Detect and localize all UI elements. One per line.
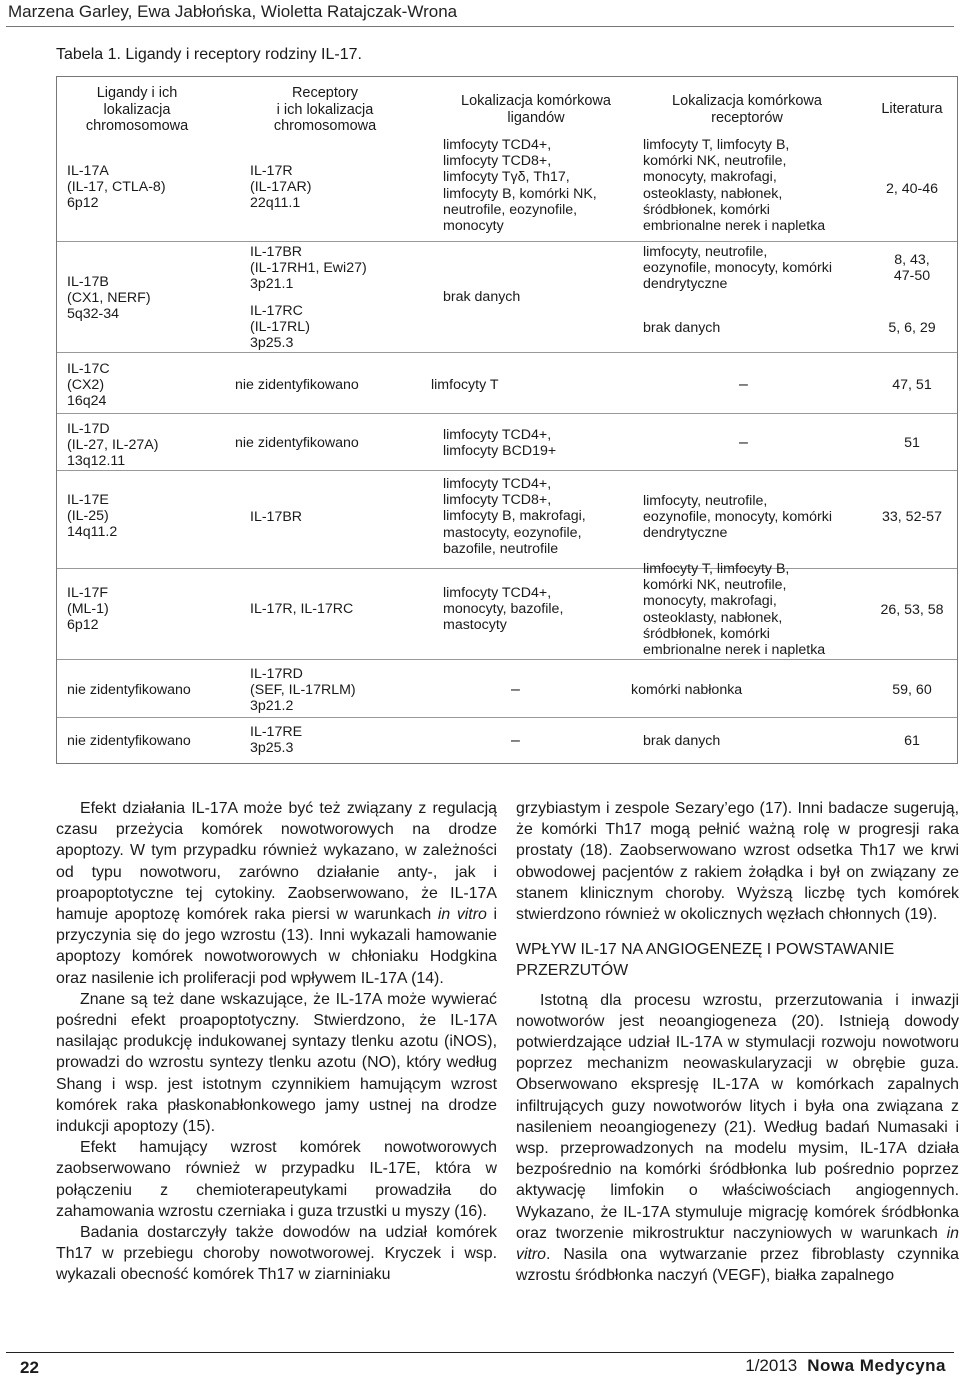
italic-term: in vitro: [516, 1224, 959, 1264]
literature-b2: 5, 6, 29: [888, 320, 936, 336]
page-number: 22: [20, 1358, 39, 1377]
literature-e: 33, 52-57: [882, 509, 942, 525]
body-column-left: [56, 798, 497, 1286]
receptor-il17br-e: IL-17BR: [250, 509, 303, 525]
receptor-il17br: IL-17BR (IL-17RH1, Ewi27) 3p21.1: [250, 244, 367, 293]
row-divider: [57, 470, 957, 471]
receptor-il17rd: IL-17RD (SEF, IL-17RLM) 3p21.2: [250, 666, 356, 715]
literature-a: 2, 40-46: [885, 181, 939, 197]
paragraph-text: Istotną dla procesu wzrostu, przerzutowania i inwazji nowotworów jest neoangiogeneza (20). Istnieją dowody potwierdzające udział IL-17A w stymulacji rozwoju nowotworu poprzez mechanizm neowaskularyzacji w obrębie guza. Obserwowano ekspresję IL-17A w komórkach zapalnych infiltrujących guzy nowotworów litych i była ona związana z nasileniem neoangiogenezy (21). Według badań Numasaki i wsp. przeprowadzonych na modelu mysim, IL-17A działa bezpośrednio na komórki śródbłonka lub pośrednio poprzez aktywację limfokin o właściwościach angiogennych. Wykazano, że IL-17A stymuluje migrację komórek śródbłonka oraz tworzenie mikrostruktur naczyniowych w warunkach: [516, 991, 959, 1242]
receptor-il17re: IL-17RE 3p25.3: [250, 724, 303, 757]
paragraph-text: . Nasila ona wytwarzanie przez fibroblasty czynnika wzrostu śródbłonka naczyń (VEGF), białka zapalnego: [516, 1246, 959, 1285]
paragraph: Badania dostarczyły także dowodów na udział komórek Th17 w przebiegu choroby nowotworowej. Kryczek i wsp. wykazali obecność komórek Th17 w ziarniniaku: [56, 1224, 497, 1284]
paragraph: [516, 990, 959, 1287]
receptor-il17rc: IL-17RC (IL-17RL) 3p25.3: [250, 303, 310, 352]
journal-footer: [745, 1356, 946, 1376]
literature-d: 51: [904, 435, 920, 451]
literature-h: 61: [904, 733, 920, 749]
ligand-receptor-table: [56, 76, 958, 764]
ligand-localization-a: limfocyty TCD4+, limfocyty TCD8+, limfocyty Tγδ, Th17, limfocyty B, komórki NK, neutrofile, eozynofile, monocyty: [443, 137, 597, 235]
receptor-localization-d: –: [739, 434, 748, 451]
receptor-localization-h: brak danych: [643, 733, 721, 749]
row-divider: [57, 241, 957, 242]
paragraph: [56, 798, 497, 989]
literature-c: 47, 51: [892, 377, 932, 393]
receptor-localization-e: limfocyty, neutrofile, eozynofile, monocyty, komórki dendrytyczne: [643, 493, 832, 542]
ligand-il17d: IL-17D (IL-27, IL-27A) 13q12.11: [67, 421, 159, 470]
ligand-localization-e: limfocyty TCD4+, limfocyty TCD8+, limfocyty B, makrofagi, mastocyty, eozynofile, bazofile, neutrofile: [443, 476, 586, 557]
ligand-localization-h: –: [511, 732, 520, 749]
ligand-il17e: IL-17E (IL-25) 14q11.2: [67, 492, 118, 541]
paragraph: Znane są też dane wskazujące, że IL-17A może wywierać pośredni efekt proapoptotyczny. Stwierdzono, że IL-17A nasilając produkcję indukowanej syntazy tlenku azotu (iNOS), prowadzi do wzrostu syntezy tlenku azotu (NO), który według Shang i wsp. jest istotnym czynnikiem hamującym wzrost komórek raka płaskonabłonkowego jamy ustnej na drodze indukcji apoptozy (15).: [56, 990, 497, 1136]
header-receptors: Receptory i ich lokalizacja chromosomowa: [273, 85, 377, 134]
ligand-localization-b: brak danych: [443, 289, 521, 305]
table-caption: Tabela 1. Ligandy i receptory rodziny IL-17.: [56, 46, 362, 63]
receptor-localization-a: limfocyty T, limfocyty B, komórki NK, neutrofile, monocyty, makrofagi, osteoklasty, nabłonek, śródbłonek, komórki embrionalne nerek i napletka: [643, 137, 826, 235]
ligand-il17a: IL-17A (IL-17, CTLA-8) 6p12: [67, 163, 166, 212]
ligand-unidentified-2: nie zidentyfikowano: [67, 733, 191, 749]
row-divider: [57, 352, 957, 353]
header-literature: Literatura: [881, 101, 943, 117]
running-header-authors: Marzena Garley, Ewa Jabłońska, Wioletta Ratajczak-Wrona: [8, 2, 458, 21]
paragraph-text: Efekt działania IL-17A może być też związany z regulacją czasu przeżycia komórek nowotworowych na drodze apoptozy. W tym przypadku również wykazano, w zależności od typu nowotworu, zarówno działanie anty-, jak i proapoptotyczne tej cytokiny. Zaobserwowano, że IL-17A hamuje apoptozę komórek raka piersi w warunkach: [56, 800, 497, 924]
header-receptor-localization: Lokalizacja komórkowa receptorów: [672, 93, 822, 126]
header-ligands: Ligandy i ich lokalizacja chromosomowa: [85, 85, 189, 134]
ligand-localization-f: limfocyty TCD4+, monocyty, bazofile, mastocyty: [443, 585, 564, 634]
receptor-il17r: IL-17R (IL-17AR) 22q11.1: [250, 163, 312, 212]
journal-name: Nowa Medycyna: [807, 1356, 946, 1375]
receptor-localization-c: –: [739, 376, 748, 393]
header-rule: [6, 26, 954, 27]
body-column-right: [516, 798, 959, 1286]
receptor-localization-b1: limfocyty, neutrofile, eozynofile, monocyty, komórki dendrytyczne: [643, 244, 832, 293]
section-heading: WPŁYW IL-17 NA ANGIOGENEZĘ I POWSTAWANIE PRZERZUTÓW: [516, 941, 895, 980]
ligand-unidentified-1: nie zidentyfikowano: [67, 682, 191, 698]
literature-g: 59, 60: [892, 682, 932, 698]
ligand-il17f: IL-17F (ML-1) 6p12: [67, 585, 109, 634]
receptor-localization-b2: brak danych: [643, 320, 721, 336]
row-divider: [57, 659, 957, 660]
literature-f: 26, 53, 58: [880, 602, 944, 618]
ligand-localization-d: limfocyty TCD4+, limfocyty BCD19+: [443, 427, 557, 460]
receptor-unidentified-d: nie zidentyfikowano: [235, 435, 359, 451]
row-divider: [57, 717, 957, 718]
paragraph: Efekt hamujący wzrost komórek nowotworowych zaobserwowano również w przypadku IL-17E, która w połączeniu z chemioterapeutykami prowadziła do zahamowania wzrostu czerniaka i guza trzustki u myszy (16).: [56, 1139, 497, 1220]
row-divider: [57, 413, 957, 414]
paragraph-text: i przyczynia się do jego wzrostu (13). Inni wykazali hamowanie apoptozy komórek nowotworowych w chłoniaku Hodgkina oraz nasilenie ich proliferacji pod wpływem IL-17A (14).: [56, 906, 497, 987]
header-ligand-localization: Lokalizacja komórkowa ligandów: [461, 93, 611, 126]
ligand-il17b: IL-17B (CX1, NERF) 5q32-34: [67, 274, 151, 323]
ligand-localization-c: limfocyty T: [431, 377, 499, 393]
journal-issue: 1/2013: [745, 1356, 798, 1375]
receptor-unidentified-c: nie zidentyfikowano: [235, 377, 359, 393]
paragraph: grzybiastym i zespole Sezary’ego (17). Inni badacze sugerują, że komórki Th17 mogą pełnić ważną rolę w progresji raka prostaty (18). Zaobserwowano wzrost odsetka Th17 we krwi obwodowej pacjentów z rakiem żołądka i był on związany ze stanem klinicznym choroby. Wyższą liczbę tych komórek stwierdzono również w okolicznych węzłach chłonnych (19).: [516, 800, 959, 924]
italic-term: in vitro: [437, 906, 487, 924]
receptor-localization-g: komórki nabłonka: [631, 682, 743, 698]
literature-b1: 8, 43, 47-50: [893, 252, 931, 285]
receptor-localization-f: limfocyty T, limfocyty B, komórki NK, neutrofile, monocyty, makrofagi, osteoklasty, nabłonek, śródbłonek, komórki embrionalne nerek i napletka: [643, 561, 826, 659]
ligand-il17c: IL-17C (CX2) 16q24: [67, 361, 110, 410]
ligand-localization-g: –: [511, 681, 520, 698]
receptor-il17r-il17rc: IL-17R, IL-17RC: [250, 601, 354, 617]
footer-rule: [6, 1352, 954, 1353]
